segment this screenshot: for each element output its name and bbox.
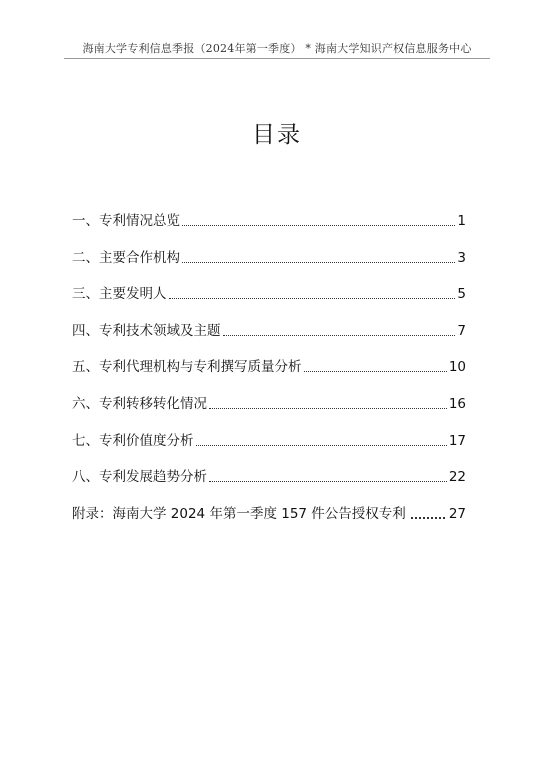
toc-list	[72, 210, 466, 539]
toc-entry-5[interactable]	[72, 356, 466, 378]
toc-entry-page: 10	[448, 359, 466, 376]
toc-entry-7[interactable]	[72, 430, 466, 452]
toc-entry-2[interactable]	[72, 247, 466, 269]
toc-entry-8[interactable]	[72, 466, 466, 488]
toc-entry-label: 六、专利转移转化情况	[72, 395, 207, 412]
toc-entry-page: 27	[448, 505, 466, 522]
toc-entry-page: 22	[448, 469, 466, 486]
toc-entry-appendix[interactable]	[72, 503, 466, 525]
toc-leader-dots	[209, 481, 447, 482]
toc-entry-label: 三、主要发明人	[72, 286, 167, 303]
toc-leader-dots	[196, 445, 447, 446]
toc-leader-dots	[182, 262, 455, 263]
toc-entry-label: 一、专利情况总览	[72, 213, 180, 229]
toc-title: 目录	[252, 122, 302, 148]
toc-leader-dots	[209, 408, 447, 409]
toc-entry-label: 四、专利技术领域及主题	[72, 322, 221, 339]
toc-entry-page: 16	[448, 395, 466, 412]
toc-entry-page: 5	[457, 286, 466, 303]
running-header: 海南大学专利信息季报（2024年第一季度） * 海南大学知识产权信息服务中心	[82, 42, 472, 55]
header-rule	[64, 58, 490, 59]
toc-leader-dots	[223, 335, 456, 336]
toc-leader-dots	[411, 517, 445, 519]
toc-entry-label: 附录：海南大学 2024 年第一季度 157 件公告授权专利	[72, 505, 406, 522]
toc-entry-1[interactable]	[72, 210, 466, 232]
toc-entry-label: 七、专利价值度分析	[72, 432, 194, 449]
toc-leader-dots	[169, 298, 456, 299]
toc-entry-page: 7	[457, 322, 466, 339]
toc-entry-page: 17	[448, 432, 466, 449]
toc-entry-page: 3	[457, 249, 466, 266]
toc-entry-label: 五、专利代理机构与专利撰写质量分析	[72, 359, 302, 376]
toc-entry-page: 1	[457, 213, 466, 229]
toc-leader-dots	[304, 371, 447, 372]
toc-entry-3[interactable]	[72, 283, 466, 305]
toc-entry-4[interactable]	[72, 320, 466, 342]
toc-entry-label: 八、专利发展趋势分析	[72, 469, 207, 486]
toc-leader-dots	[182, 225, 455, 226]
toc-entry-6[interactable]	[72, 393, 466, 415]
toc-entry-label: 二、主要合作机构	[72, 249, 180, 266]
